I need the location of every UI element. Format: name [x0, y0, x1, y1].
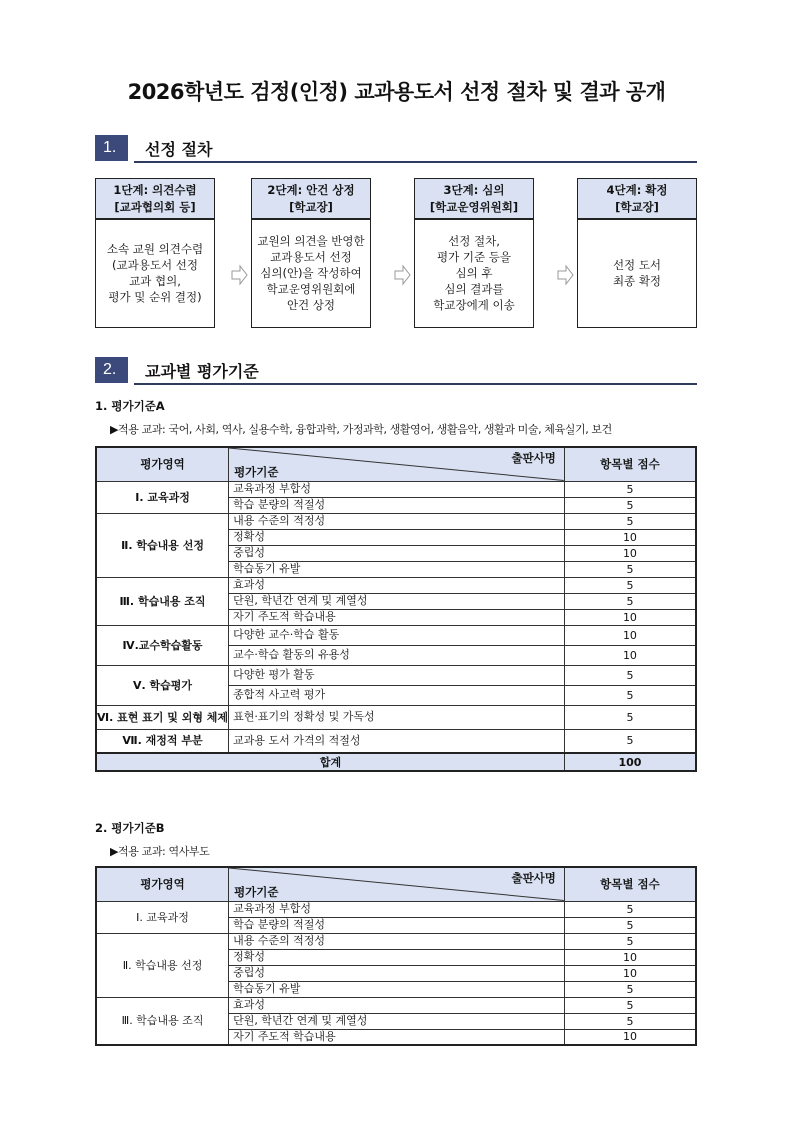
criteria-b-table: [95, 866, 697, 1046]
criteria-cell: 중립성: [229, 965, 565, 981]
criteria-a-subjects: ▶적용 교과: 국어, 사회, 역사, 실용수학, 융합과학, 가정과학, 생활영어, 생활음악, 생활과 미술, 체육실기, 보건: [110, 423, 612, 436]
area-cell: Ⅳ.교수학습활동: [96, 625, 229, 665]
criteria-cell: 교육과정 부합성: [229, 481, 565, 497]
step-title: 3단계: 심의: [443, 183, 505, 197]
total-label: 합계: [96, 753, 564, 771]
section-underline: [134, 161, 697, 163]
header-criteria-publisher: [229, 867, 565, 901]
step-2: [251, 178, 371, 328]
area-cell: Ⅲ. 학습내용 조직: [96, 577, 229, 625]
area-cell: Ⅲ. 학습내용 조직: [96, 997, 229, 1045]
score-cell: 5: [564, 497, 696, 513]
section-label: 교과별 평가기준: [145, 362, 259, 381]
step-line: 심의(안)을 작성하여: [260, 266, 362, 280]
arrow-right-icon: [394, 264, 411, 286]
header-score: 항목별 점수: [564, 867, 696, 901]
step-body: [578, 220, 696, 326]
step-line: 교과용도서 선정: [270, 250, 352, 264]
criteria-cell: 단원, 학년간 연계 및 계열성: [229, 1013, 565, 1029]
criteria-cell: 내용 수준의 적정성: [229, 513, 565, 529]
criteria-a-table: [95, 446, 697, 772]
section-underline: [134, 383, 697, 385]
step-body: [96, 220, 214, 326]
criteria-cell: 내용 수준의 적정성: [229, 933, 565, 949]
area-cell: Ⅵ. 표현 표기 및 외형 체제: [96, 705, 229, 729]
step-owner: [학교장]: [615, 200, 659, 214]
area-cell: Ⅰ. 교육과정: [96, 901, 229, 933]
criteria-b-title: 2. 평가기준B: [95, 821, 165, 835]
section-number: 1.: [95, 135, 128, 161]
criteria-cell: 표현·표기의 정확성 및 가독성: [229, 705, 565, 729]
score-cell: 10: [564, 949, 696, 965]
process-steps: [95, 178, 697, 328]
step-header: [96, 179, 214, 220]
score-cell: 5: [564, 513, 696, 529]
step-line: 교원의 의견을 반영한: [257, 234, 365, 248]
score-cell: 5: [564, 1013, 696, 1029]
step-title: 2단계: 안건 상정: [267, 183, 355, 197]
table-row: [96, 513, 696, 529]
score-cell: 5: [564, 577, 696, 593]
criteria-cell: 학습 분량의 적절성: [229, 917, 565, 933]
score-cell: 10: [564, 625, 696, 645]
step-3: [414, 178, 534, 328]
table-row: [96, 901, 696, 917]
score-cell: 10: [564, 1029, 696, 1045]
criteria-cell: 자기 주도적 학습내용: [229, 1029, 565, 1045]
total-row: [96, 753, 696, 771]
criteria-cell: 교과용 도서 가격의 적절성: [229, 729, 565, 753]
score-cell: 10: [564, 965, 696, 981]
criteria-cell: 중립성: [229, 545, 565, 561]
header-area: 평가영역: [96, 867, 229, 901]
score-cell: 5: [564, 705, 696, 729]
criteria-cell: 다양한 교수·학습 활동: [229, 625, 565, 645]
header-area: 평가영역: [96, 447, 229, 481]
table-row: [96, 933, 696, 949]
step-line: 심의 결과를: [444, 282, 504, 296]
criteria-b-subjects: ▶적용 교과: 역사부도: [110, 845, 210, 858]
step-line: 심의 후: [455, 266, 493, 280]
section-heading-2: [95, 357, 697, 385]
table-row: [96, 577, 696, 593]
step-title: 4단계: 확정: [606, 183, 668, 197]
score-cell: 5: [564, 729, 696, 753]
area-cell: Ⅱ. 학습내용 선정: [96, 513, 229, 577]
step-line: 선정 도서: [612, 258, 662, 272]
header-publisher: 출판사명: [511, 871, 556, 885]
score-cell: 5: [564, 685, 696, 705]
table-row: [96, 705, 696, 729]
total-value: 100: [564, 753, 696, 771]
area-cell: Ⅴ. 학습평가: [96, 665, 229, 705]
criteria-cell: 자기 주도적 학습내용: [229, 609, 565, 625]
criteria-cell: 학습 분량의 적절성: [229, 497, 565, 513]
area-cell: Ⅶ. 재정적 부분: [96, 729, 229, 753]
step-4: [577, 178, 697, 328]
section-heading-1: [95, 135, 697, 163]
score-cell: 5: [564, 981, 696, 997]
score-cell: 5: [564, 481, 696, 497]
section-label: 선정 절차: [145, 140, 213, 159]
step-line: 선정 절차,: [448, 234, 500, 248]
step-line: 교과 협의,: [129, 274, 181, 288]
score-cell: 10: [564, 645, 696, 665]
section-number: 2.: [95, 357, 128, 383]
step-line: 안건 상정: [286, 298, 336, 312]
criteria-cell: 정확성: [229, 529, 565, 545]
step-line: 학교운영위원회에: [266, 282, 356, 296]
table-row: [96, 625, 696, 645]
step-header: [415, 179, 533, 220]
table-row: [96, 665, 696, 685]
area-cell: Ⅱ. 학습내용 선정: [96, 933, 229, 997]
table-row: [96, 481, 696, 497]
criteria-cell: 다양한 평가 활동: [229, 665, 565, 685]
score-cell: 5: [564, 901, 696, 917]
step-owner: [학교운영위원회]: [429, 200, 519, 214]
step-line: 평가 및 순위 결정): [108, 290, 202, 304]
criteria-cell: 학습동기 유발: [229, 981, 565, 997]
arrow-right-icon: [557, 264, 574, 286]
page-title: 2026학년도 검정(인정) 교과용도서 선정 절차 및 결과 공개: [127, 80, 666, 104]
step-body: [252, 220, 370, 326]
score-cell: 5: [564, 933, 696, 949]
header-criteria-publisher: [229, 447, 565, 481]
step-body: [415, 220, 533, 326]
score-cell: 5: [564, 917, 696, 933]
step-line: 최종 확정: [612, 274, 662, 288]
step-line: 소속 교원 의견수렴: [106, 242, 204, 256]
table-row: [96, 997, 696, 1013]
score-cell: 10: [564, 609, 696, 625]
step-owner: [학교장]: [289, 200, 333, 214]
criteria-cell: 효과성: [229, 997, 565, 1013]
table-row: [96, 729, 696, 753]
criteria-a-title: 1. 평가기준A: [95, 399, 165, 413]
header-score: 항목별 점수: [564, 447, 696, 481]
area-cell: Ⅰ. 교육과정: [96, 481, 229, 513]
header-publisher: 출판사명: [511, 451, 556, 465]
step-header: [252, 179, 370, 220]
score-cell: 5: [564, 665, 696, 685]
score-cell: 5: [564, 997, 696, 1013]
criteria-cell: 종합적 사고력 평가: [229, 685, 565, 705]
step-line: (교과용도서 선정: [112, 258, 198, 272]
criteria-cell: 효과성: [229, 577, 565, 593]
step-owner: [교과협의회 등]: [114, 200, 196, 214]
score-cell: 5: [564, 561, 696, 577]
criteria-cell: 교수·학습 활동의 유용성: [229, 645, 565, 665]
criteria-cell: 단원, 학년간 연계 및 계열성: [229, 593, 565, 609]
step-title: 1단계: 의견수렴: [113, 183, 197, 197]
criteria-cell: 교육과정 부합성: [229, 901, 565, 917]
criteria-cell: 정확성: [229, 949, 565, 965]
score-cell: 10: [564, 529, 696, 545]
step-line: 평가 기준 등을: [437, 250, 511, 264]
header-criteria: 평가기준: [234, 464, 279, 479]
header-criteria: 평가기준: [234, 884, 279, 899]
score-cell: 5: [564, 593, 696, 609]
step-line: 학교장에게 이송: [433, 298, 515, 312]
criteria-cell: 학습동기 유발: [229, 561, 565, 577]
step-1: [95, 178, 215, 328]
score-cell: 10: [564, 545, 696, 561]
arrow-right-icon: [231, 264, 248, 286]
step-header: [578, 179, 696, 220]
